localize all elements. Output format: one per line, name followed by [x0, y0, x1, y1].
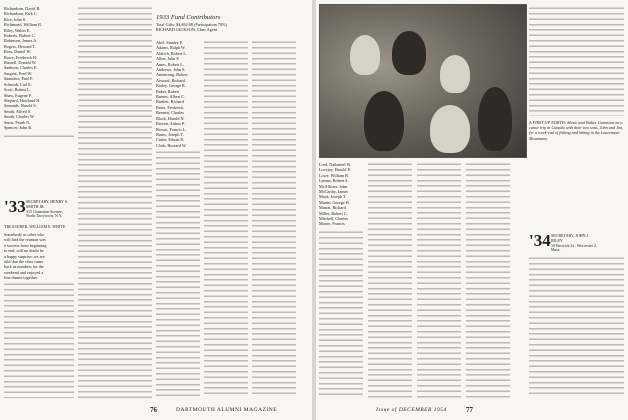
contributor-name: Miller, Robert C. [319, 210, 348, 216]
contributor-name: Spencer, John R. [4, 124, 33, 130]
contributor-name: Roberts, Robert C. [4, 33, 36, 39]
class-heading-34 [529, 231, 599, 253]
contributor-list-e [368, 162, 412, 398]
contributor-name: Barnes, Albert C. [156, 94, 186, 100]
fund-title: 1933 Fund Contributors [156, 14, 221, 21]
contributor-name: Snow, Frank N. [4, 119, 31, 125]
right-footer [316, 404, 628, 416]
class-heading-33 [4, 197, 74, 219]
family-photo [319, 4, 527, 158]
contributor-name: Moore, Francis [319, 221, 345, 227]
contributor-name: Simonds, Harold S. [4, 103, 37, 109]
contributor-name: Baker, Robert [156, 88, 180, 94]
contributor-name: Bowen, Arthur P. [156, 121, 185, 127]
contributor-name: Carter, Edwin R. [156, 137, 185, 143]
address-line: North Tarrytown, N.Y. [26, 213, 63, 219]
contributor-name: Schmidt, Carl E. [4, 81, 32, 87]
contributor-name: Atwood, Richard [156, 77, 185, 83]
contributor-name: Mason, Richard [319, 205, 346, 211]
contributor-name: Scott, Robert L. [4, 87, 31, 93]
contributor-name: Burns, Joseph T. [156, 131, 184, 137]
contributor-list-a [156, 40, 200, 148]
contributor-list-b [204, 40, 248, 398]
text-line: to end, will no doubt be [4, 248, 44, 254]
text-line: a happy surprise; we are [4, 253, 45, 259]
text-line: back in numbers for the [4, 264, 44, 270]
contributor-name: Mitchell, Charles [319, 216, 349, 222]
contributor-name: Richmond, William B. [4, 22, 42, 28]
contributor-name: Rice, John S. [4, 16, 27, 22]
contributor-name: Martin, George H. [319, 199, 350, 205]
contributor-name: Adams, Ralph W. [156, 45, 186, 51]
issue-date: Issue of DECEMBER 1954 [376, 407, 447, 413]
page-number-77: 77 [466, 406, 473, 414]
left-page [0, 0, 312, 420]
text-line: told that the class came [4, 259, 44, 265]
contributor-name: Ross, Daniel W. [4, 49, 31, 55]
contributor-list-a-cont [156, 150, 200, 398]
page-number-76: 76 [150, 406, 157, 414]
contributor-name: Sargent, Fred W. [4, 70, 33, 76]
contributor-name: Bates, Frederick [156, 104, 184, 110]
contributor-list-f [417, 162, 461, 398]
contributor-name: Rogers, Howard T. [4, 43, 36, 49]
contributor-name: Mack, Joseph T. [319, 194, 347, 200]
contributor-name: Andrews, John S. [156, 67, 186, 73]
contributor-name: Clark, Howard W. [156, 142, 187, 148]
left-footer [0, 404, 312, 416]
contributor-name: Lovejoy, Harold P. [319, 167, 351, 173]
address-line: SECRETARY, JOHN J. RILEY [551, 233, 590, 243]
text-line: weekend and enjoyed a [4, 269, 44, 275]
contributor-list-d [319, 162, 363, 227]
contributor-name: McCarthy, James [319, 189, 349, 195]
secretary-address [26, 200, 74, 219]
contributor-name: Black, Harold N. [156, 115, 185, 121]
contributor-name-column-left [4, 6, 48, 130]
fund-total: Total Gifts: $4,462.08 (Participation 70%) [156, 22, 227, 27]
contributor-name: Armstrong, Robert [156, 72, 188, 78]
contributor-name: Russell, Donald W. [4, 60, 37, 66]
contributor-name: Riley, Walter E. [4, 27, 31, 33]
contributor-name: Bartlett, Richard [156, 99, 184, 105]
address-line: SECRETARY, HENRY S. SMITH JR. [26, 199, 68, 209]
text-line: a success from beginning [4, 242, 47, 248]
contributor-list-d-cont [319, 230, 363, 398]
contributor-name: Richardson, David B. [4, 6, 41, 11]
class-notes-text [4, 282, 74, 398]
contributor-list-c [252, 40, 296, 398]
contributor-name: Lord, Nathaniel W. [319, 162, 352, 167]
column-text-block [4, 134, 74, 140]
photo-caption: A FIRST UP NORTH: Marie and Walter Gunnison on a canoe trip in Canada with their two sons, John and Jim, for a week-end of fishing and hiking in the Laurentian Mountains. [529, 120, 624, 141]
contributor-name: McAllister, John [319, 183, 347, 189]
contributor-name: Bailey, George R. [156, 83, 186, 89]
contributor-list-g [466, 162, 510, 398]
contributor-name: Smith, Charles W. [4, 114, 35, 120]
text-line: will find the reunion was [4, 237, 46, 243]
address-line: 315 Gramatan Avenue, [26, 208, 63, 214]
contributor-name: Bennett, Charles [156, 110, 184, 116]
contributor-name: Smith, Alfred S. [4, 108, 32, 114]
contributor-name: Sanborn, Charles E. [4, 65, 38, 71]
class-notes-34 [529, 256, 624, 398]
contributor-name: Allen, John F. [156, 56, 180, 62]
text-line: Somebody or other who [4, 232, 45, 237]
contributor-name: Shepard, Howland H. [4, 97, 41, 103]
class-agent: RICHARD JACKSON, Class Agent [156, 27, 217, 33]
class-year-number: '33 [4, 197, 26, 216]
contributor-name: Lowe, William B. [319, 172, 349, 178]
right-page [316, 0, 628, 420]
class-notes-column-2 [78, 6, 152, 398]
contributor-name: Lyman, Robert S. [319, 178, 349, 184]
contributor-name: Saunders, Paul F. [4, 76, 33, 82]
class-notes-column-right [529, 6, 624, 116]
contributor-name: Rowe, Frederick H. [4, 54, 38, 60]
class-notes-body [4, 232, 74, 281]
contributor-name: Ames, Robert L. [156, 61, 184, 67]
secretary-address [551, 234, 599, 253]
publication-name: DARTMOUTH ALUMNI MAGAZINE [176, 407, 278, 413]
contributor-name: Richardson, Kirk L. [4, 11, 38, 17]
treasurer-line: TREASURER, WILLIAM E. WHITE [4, 224, 66, 229]
fund-subtitle [156, 22, 240, 32]
text-line: fine dinner together. [4, 275, 38, 281]
contributor-name: Brown, Francis L. [156, 126, 187, 132]
contributor-name: Abel, Stanley F. [156, 40, 183, 45]
contributor-name: Shaw, Eugene F. [4, 92, 32, 98]
class-year-number: '34 [529, 231, 551, 250]
contributor-name: Robinson, James A. [4, 38, 38, 44]
contributor-name: Aldrich, Robert L. [156, 50, 187, 56]
address-line: 10 Berwick St., Worcester 2, Mass. [551, 242, 597, 253]
